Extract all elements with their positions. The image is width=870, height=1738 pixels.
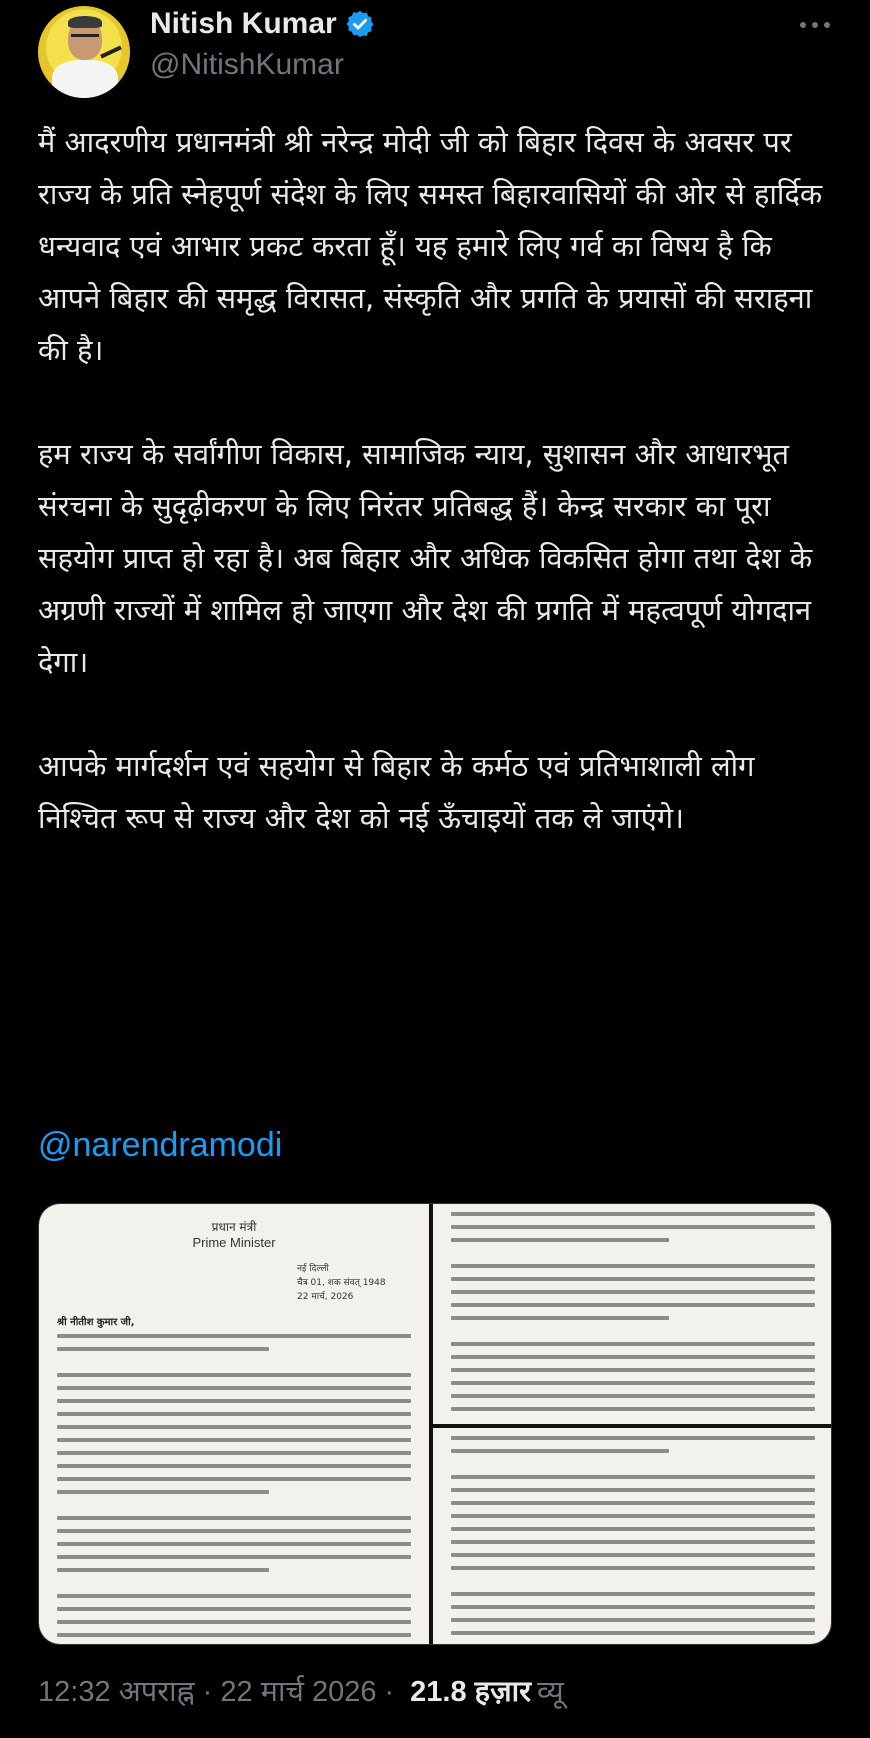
letterhead-hindi: प्रधान मंत्री (211, 1220, 257, 1234)
more-options-icon[interactable] (790, 10, 840, 40)
tweet-meta (38, 1671, 564, 1710)
letter-page-1[interactable] (39, 1204, 429, 1645)
separator-dot: · (202, 1676, 213, 1708)
name-row (150, 4, 375, 44)
user-handle[interactable]: @NitishKumar (150, 48, 344, 81)
letter-body-text (451, 1212, 815, 1420)
letterhead-english: Prime Minister (192, 1235, 276, 1250)
tweet-paragraph: मैं आदरणीय प्रधानमंत्री श्री नरेन्द्र मोदी जी को बिहार दिवस के अवसर पर राज्य के प्रति स्नेहपूर्ण संदेश के लिए समस्त बिहारवासियों की ओर से हार्दिक धन्यवाद एवं आभार प्रकट करता हूँ। यह हमारे लिए गर्व का विषय है कि आपने बिहार की समृद्ध विरासत, संस्कृति और प्रगति के प्रयासों की सराहना की है। (38, 125, 823, 367)
tweet-paragraph: हम राज्य के सर्वांगीण विकास, सामाजिक न्याय, सुशासन और आधारभूत संरचना के सुदृढ़ीकरण के लिए निरंतर प्रतिबद्ध हैं। केन्द्र सरकार का पूरा सहयोग प्राप्त हो रहा है। अब बिहार और अधिक विकसित होगा तथा देश के अग्रणी राज्यों में शामिल हो जाएगा और देश की प्रगति में महत्वपूर्ण योगदान देगा। (38, 437, 813, 679)
avatar[interactable] (38, 6, 130, 98)
separator-dot: · (384, 1676, 395, 1708)
tweet-text (38, 116, 838, 844)
mention-link[interactable]: @narendramodi (38, 1126, 283, 1164)
letter-date-block: नई दिल्ली चैत्र 01, शक संवत् 1948 22 मार्च, 2026 (297, 1264, 386, 1302)
views-label: व्यू (536, 1676, 564, 1708)
letter-page-3[interactable] (433, 1428, 832, 1645)
tweet-paragraph: आपके मार्गदर्शन एवं सहयोग से बिहार के कर्मठ एवं प्रतिभाशाली लोग निश्चित रूप से राज्य और देश को नई ऊँचाइयों तक ले जाएंगे। (38, 749, 755, 835)
views-count[interactable]: 21.8 हज़ार (410, 1676, 531, 1708)
tweet-media-letter[interactable] (38, 1203, 832, 1645)
letter-page-2[interactable] (433, 1204, 832, 1424)
letter-body-text (451, 1436, 815, 1645)
verified-badge-icon (345, 9, 375, 39)
tweet-time[interactable]: 12:32 अपराह्न (38, 1676, 195, 1708)
display-name[interactable]: Nitish Kumar (150, 7, 337, 40)
tweet-header (0, 0, 870, 110)
tweet-date[interactable]: 22 मार्च 2026 (220, 1676, 377, 1708)
letter-body-text (57, 1334, 411, 1645)
letter-salutation: श्री नीतीश कुमार जी, (57, 1317, 135, 1328)
